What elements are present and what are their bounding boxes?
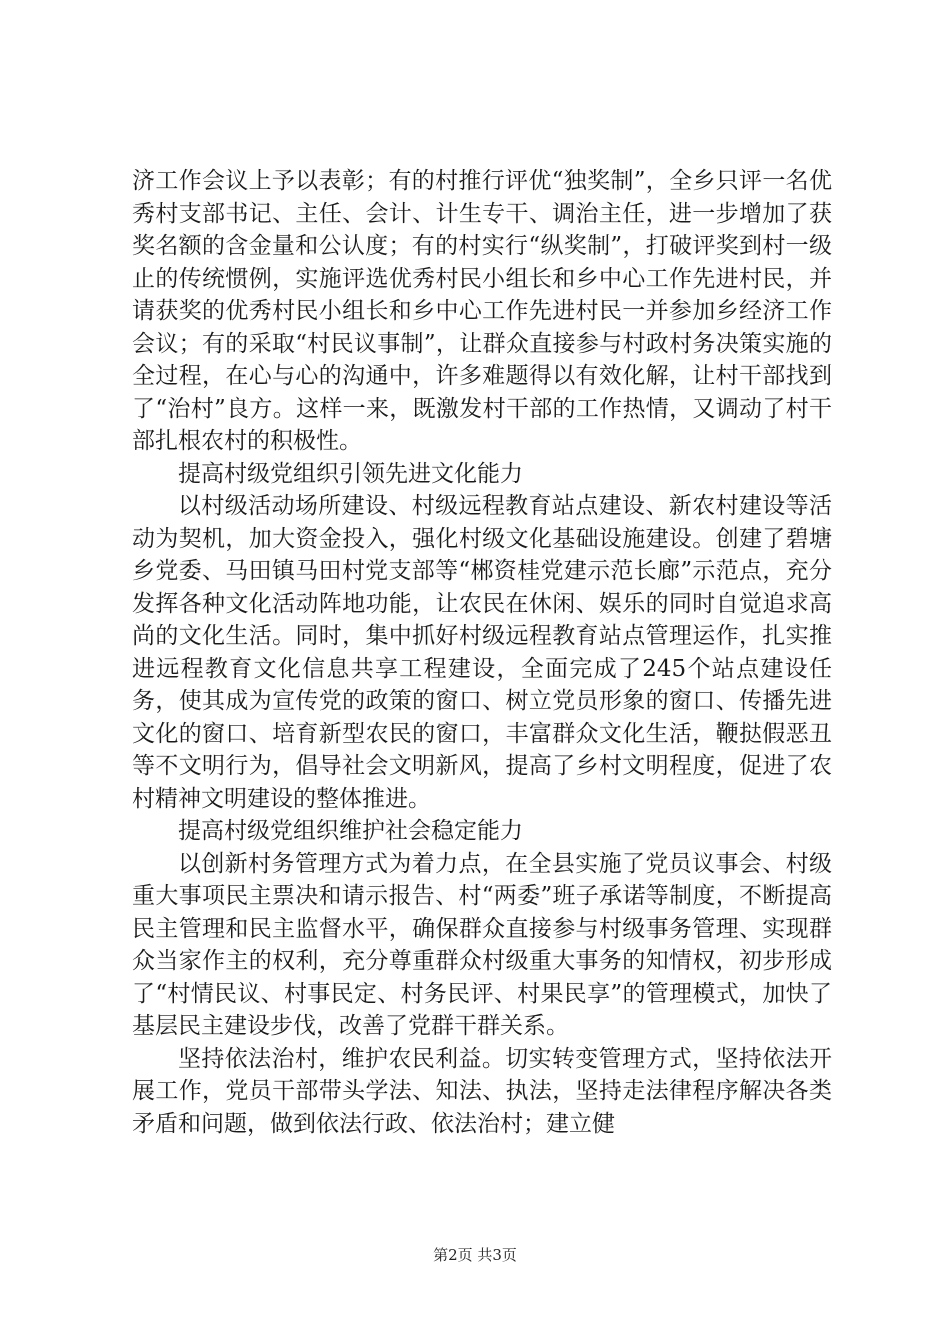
paragraph-rule-of-law: 坚持依法治村，维护农民利益。切实转变管理方式，坚持依法开展工作，党员干部带头学法、知法、执法，坚持走法律程序解决各类矛盾和问题，做到依法行政、依法治村；建立健: [132, 1045, 832, 1137]
section-heading-culture: 提高村级党组织引领先进文化能力: [178, 460, 523, 487]
page-number-footer: 第2页 共3页: [433, 1246, 517, 1264]
paragraph-continued: 济工作会议上予以表彰；有的村推行评优“独奖制”，全乡只评一名优秀村支部书记、主任、会计、计生专干、调治主任，进一步增加了获奖名额的含金量和公认度；有的村实行“纵奖制”，打破评奖到村一级止的传统惯例，实施评选优秀村民小组长和乡中心工作先进村民，并请获奖的优秀村民小组长和乡中心工作先进村民一并参加乡经济工作会议；有的采取“村民议事制”，让群众直接参与村政村务决策实施的全过程，在心与心的沟通中，许多难题得以有效化解，让村干部找到了“治村”良方。这样一来，既激发村干部的工作热情，又调动了村干部扎根农村的积极性。: [132, 168, 832, 454]
paragraph-stability: 以创新村务管理方式为着力点，在全县实施了党员议事会、村级重大事项民主票决和请示报告、村“两委”班子承诺等制度，不断提高民主管理和民主监督水平，确保群众直接参与村级事务管理、实现群众当家作主的权利，充分尊重群众村级重大事务的知情权，初步形成了“村情民议、村事民定、村务民评、村果民享”的管理模式，加快了基层民主建设步伐，改善了党群干群关系。: [132, 850, 832, 1039]
section-heading-stability: 提高村级党组织维护社会稳定能力: [178, 818, 523, 844]
paragraph-culture: 以村级活动场所建设、村级远程教育站点建设、新农村建设等活动为契机，加大资金投入，强化村级文化基础设施建设。创建了碧塘乡党委、马田镇马田村党支部等“郴资桂党建示范长廊”示范点，充分发挥各种文化活动阵地功能，让农民在休闲、娱乐的同时自觉追求高尚的文化生活。同时，集中抓好村级远程教育站点管理运作，扎实推进远程教育文化信息共享工程建设，全面完成了245个站点建设任务，使其成为宣传党的政策的窗口、树立党员形象的窗口、传播先进文化的窗口、培育新型农民的窗口，丰富群众文化生活，鞭挞假恶丑等不文明行为，倡导社会文明新风，提高了乡村文明程度，促进了农村精神文明建设的整体推进。: [132, 493, 832, 812]
document-body: [132, 165, 832, 1140]
